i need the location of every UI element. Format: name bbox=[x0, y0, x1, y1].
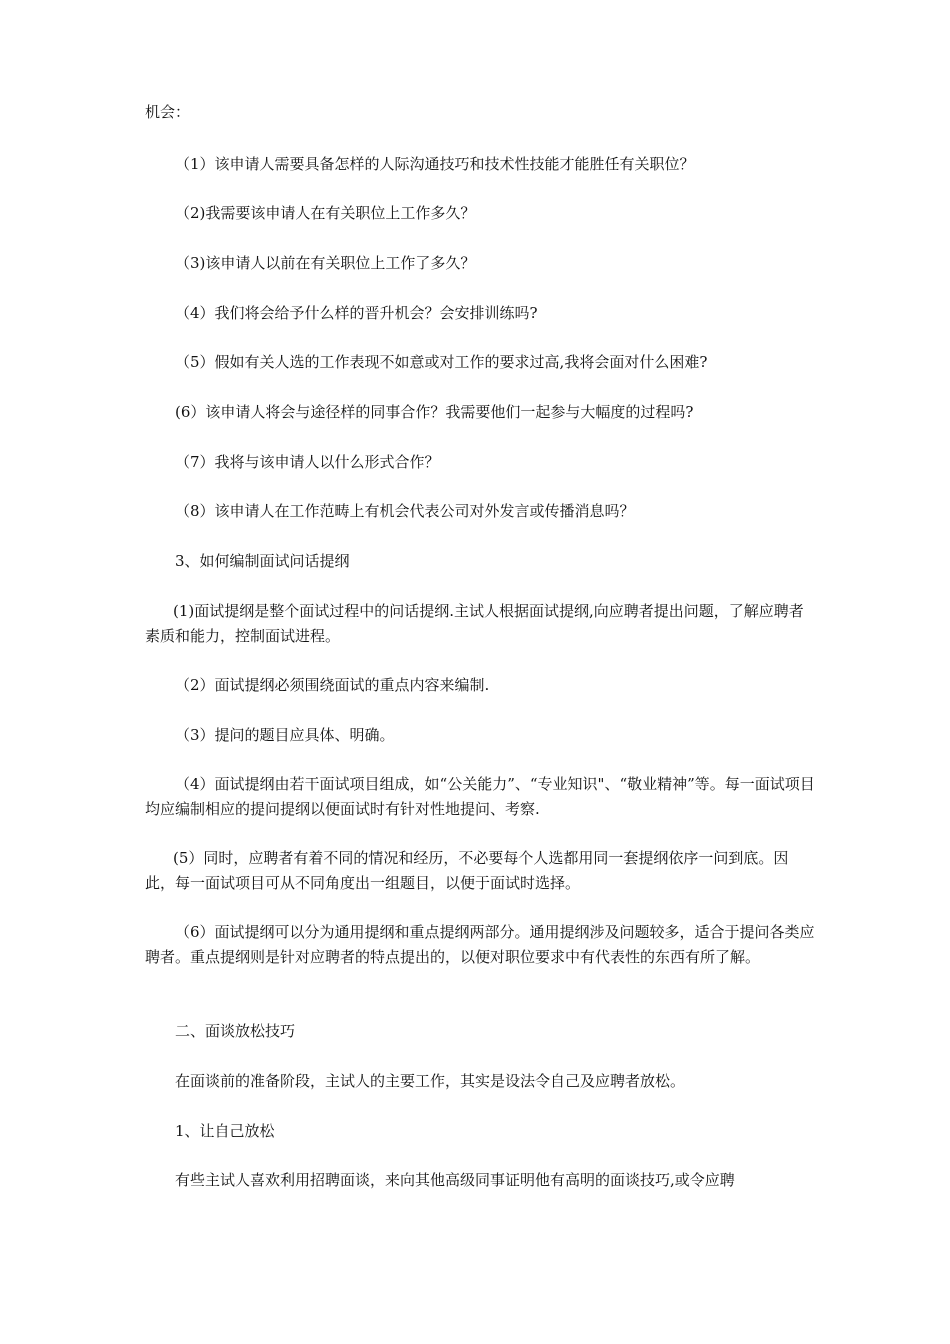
question-5: （5）假如有关人选的工作表现不如意或对工作的要求过高,我将会面对什么困难? bbox=[175, 353, 708, 371]
outline-point-4: （4）面试提纲由若干面试项目组成，如“公关能力”、“专业知识"、“敬业精神”等。每一面试项目均应编制相应的提问提纲以便面试时有针对性地提问、考察. bbox=[145, 775, 815, 818]
question-2: （2)我需要该申请人在有关职位上工作多久？ bbox=[175, 204, 476, 222]
outline-point-3: （3）提问的题目应具体、明确。 bbox=[175, 726, 395, 744]
question-3: （3)该申请人以前在有关职位上工作了多久？ bbox=[175, 254, 476, 272]
section-heading-relaxation: 二、面谈放松技巧 bbox=[175, 1022, 296, 1040]
outline-point-5: (5）同时，应聘者有着不同的情况和经历，不必要每个人选都用同一套提纲依序一问到底。因此，每一面试项目可从不同角度出一组题目，以便于面试时选择。 bbox=[145, 849, 789, 892]
outline-point-1: (1)面试提纲是整个面试过程中的问话提纲.主试人根据面试提纲,向应聘者提出问题，了解应聘者素质和能力，控制面试进程。 bbox=[145, 602, 804, 645]
subheading-relax-yourself: 1、让自己放松 bbox=[175, 1122, 275, 1140]
outline-point-6: （6）面试提纲可以分为通用提纲和重点提纲两部分。通用提纲涉及问题较多，适合于提问各类应聘者。重点提纲则是针对应聘者的特点提出的，以便对职位要求中有代表性的东西有所了解。 bbox=[145, 923, 815, 966]
section-heading-interview-outline: 3、如何编制面试问话提纲 bbox=[175, 552, 350, 570]
question-7: （7）我将与该申请人以什么形式合作？ bbox=[175, 453, 440, 471]
question-4: （4）我们将会给予什么样的晋升机会？会安排训练吗? bbox=[175, 304, 538, 322]
question-1: （1）该申请人需要具备怎样的人际沟通技巧和技术性技能才能胜任有关职位？ bbox=[175, 155, 695, 173]
paragraph-opportunity-heading: 机会： bbox=[145, 103, 191, 121]
outline-point-2: （2）面试提纲必须围绕面试的重点内容来编制. bbox=[175, 676, 490, 694]
question-8: （8）该申请人在工作范畴上有机会代表公司对外发言或传播消息吗？ bbox=[175, 502, 635, 520]
question-6: (6）该申请人将会与途径样的同事合作？我需要他们一起参与大幅度的过程吗? bbox=[175, 403, 694, 421]
relax-yourself-text: 有些主试人喜欢利用招聘面谈，来向其他高级同事证明他有高明的面谈技巧,或令应聘 bbox=[175, 1171, 735, 1189]
relaxation-intro: 在面谈前的准备阶段，主试人的主要工作，其实是设法令自己及应聘者放松。 bbox=[175, 1072, 686, 1090]
